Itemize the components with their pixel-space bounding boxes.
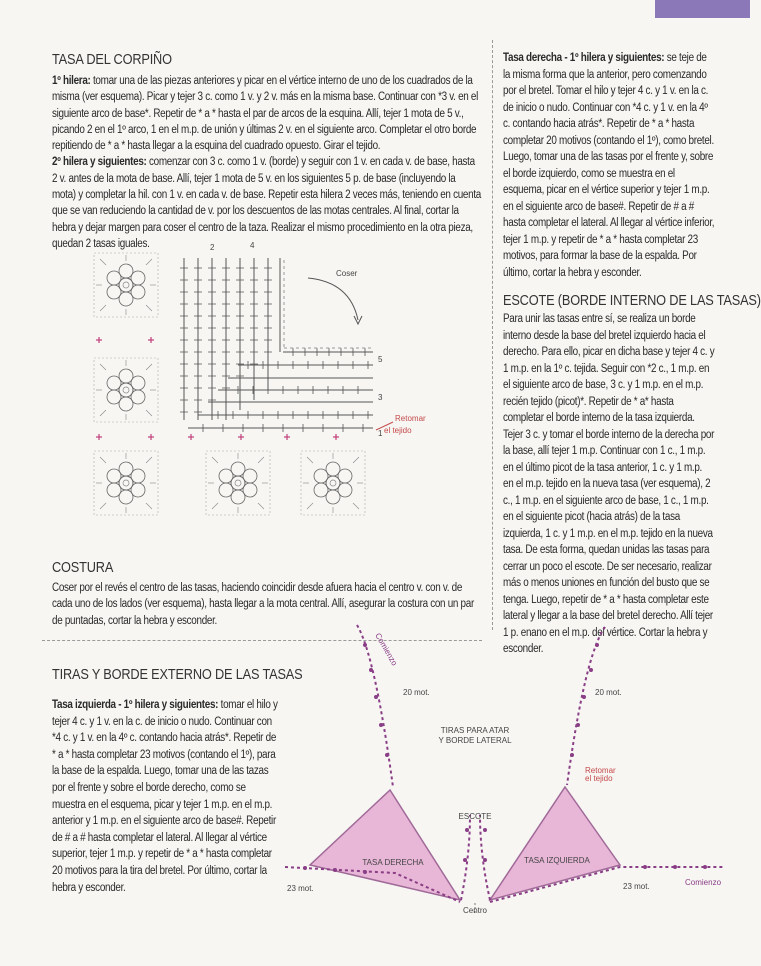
hilera-2-lead: 2º hilera y siguientes: <box>52 156 147 169</box>
row-label-1: 1 <box>378 429 383 438</box>
row-label-2: 2 <box>210 243 215 252</box>
tasa-izquierda-label: TASA IZQUIERDA <box>524 856 590 865</box>
mot20-right-label: 20 mot. <box>595 688 622 697</box>
tasa-derecha-paragraph <box>503 50 714 281</box>
comienzo-bottom-label: Comienzo <box>685 878 722 887</box>
retomar-label-1: Retomar <box>395 414 426 423</box>
escote-text: Para unir las tasas entre sí, se realiza un borde interno desde la base del bretel izquierdo hacia el derecho. Para ello, picar en dicha base y tejer 4 c. y 1 m.p. en la 1º c. tejida. Seguir con *2 c., 1 m.p. en el siguiente arco de base, 3 c. y 1 m.p. en el m.p. recién tejido (picot)*. Repetir de * a* hasta completar el borde interno de la tasa izquierda. Tejer 3 c. y tomar el borde interno de la derecha por la base, allí tejer 1 m.p. Continuar con 1 c., 1 m.p. en el último picot de la tasa anterior, 1 c. y 1 m.p. en el m.p. tejido en la nueva tasa (ver esquema), 2 c., 1 m.p. en el siguiente arco de base, 1 c., 1 m.p. en el siguiente picot (hacia atrás) de la tasa izquierda, 1 c. y 1 m.p. en el m.p. tejido en la nueva tasa. De esta forma, quedan unidas las tasas para cerrar un poco el escote. De ser necesario, realizar más o menos uniones en función del busto que se tenga. Luego, repetir de * a * hasta completar este lateral y llegar a la base del bretel derecho. Allí tejer 1 p. enano en el m.p. del vértice. Cortar la hebra y esconder. <box>503 313 715 655</box>
costura-text: Coser por el revés el centro de las tasas, haciendo coincidir desde afuera hacia el centro v. con v. de cada uno de los lados (ver esquema), hasta llegar a la mota central. Allí, asegurar la costura con un par de puntadas, cortar la hebra y esconder. <box>52 582 474 627</box>
paragraph-hilera-1 <box>52 73 481 154</box>
column-divider <box>492 40 493 630</box>
tiras-label-2: Y BORDE LATERAL <box>438 736 512 745</box>
top-accent-bar <box>655 0 750 18</box>
comienzo-top-label: Comienzo <box>373 631 400 668</box>
row-label-3: 3 <box>378 393 383 402</box>
retomar2-label-2: el tejido <box>585 774 613 783</box>
tasa-derecha-text: se teje de la misma forma que la anterior, pero comenzando por el bretel. Tomar el hilo y tejer 4 c. y 1 v. en la c. de inicio o nudo. Continuar con *4 c. y 1 v. en la 4º c. contando hacia atrás*. Repetir de * a * hasta completar 20 motivos (contando el 1º), como bretel. Luego, tomar una de las tasas por el frente y, sobre el borde izquierdo, como se muestra en el esquema, picar en el vértice superior y tejer 1 m.p. en el siguiente arco de base#. Repetir de # a # hasta completar el lateral. Al llegar al vértice inferior, tejer 1 m.p. y repetir de * a * hasta completar 23 motivos, para formar la base de la espalda. Por último, cortar la hebra y esconder. <box>503 52 715 279</box>
retomar2-label-1: Retomar <box>585 766 616 775</box>
retomar-label-2: el tejido <box>384 426 412 435</box>
tasa-izquierda-paragraph <box>52 697 279 896</box>
cup-right-shape <box>310 790 460 900</box>
cup-left-shape <box>490 787 620 900</box>
bikini-assembly-diagram <box>275 615 745 920</box>
heading-costura: COSTURA <box>52 560 114 576</box>
tasa-derecha-lead: Tasa derecha - 1º hilera y siguientes: <box>503 52 665 64</box>
heading-escote: ESCOTE (BORDE INTERNO DE LAS TASAS) <box>503 293 761 309</box>
mot23-right-label: 23 mot. <box>623 882 650 891</box>
hilera-1-lead: 1º hilera: <box>52 75 91 87</box>
heading-tasa-corpino: TASA DEL CORPIÑO <box>52 52 172 68</box>
row-label-5: 5 <box>378 355 383 364</box>
tasa-izquierda-lead: Tasa izquierda - 1º hilera y siguientes: <box>52 699 219 711</box>
hilera-2-text: comenzar con 3 c. como 1 v. (borde) y seguir con 1 v. en cada v. de base, hasta 2 v. antes de la mota de base. Allí, tejer 1 mota de 5 v. en los siguientes 5 p. de base (incluyendo la mota) y completar la hil. con 1 v. en cada v. de base. Repetir esta hilera 2 veces más, teniendo en cuenta que se van reduciendo la cantidad de v. por los descuentos de las motas centrales. Al final, cortar la hebra y dejar margen para coser el centro de la taza. Realizar el mismo procedimiento en la otra pieza, quedan 2 tasas iguales. <box>52 156 481 250</box>
section-escote <box>503 293 761 658</box>
section-tasa-corpino <box>52 52 482 252</box>
escote-label: ESCOTE <box>458 812 492 821</box>
cup-stitch-diagram <box>88 240 426 545</box>
centro-label: Centro <box>462 906 488 915</box>
tiras-label-1: TIRAS PARA ATAR <box>440 726 510 735</box>
tasa-derecha-label: TASA DERECHA <box>362 858 424 867</box>
vertical-stitch-block <box>184 258 280 420</box>
horizontal-stitch-block <box>188 352 373 428</box>
heading-tiras: TIRAS Y BORDE EXTERNO DE LAS TASAS <box>52 667 303 683</box>
paragraph-hilera-2 <box>52 154 481 252</box>
coser-arrow <box>308 278 358 320</box>
mot23-left-label: 23 mot. <box>287 884 314 893</box>
coser-label: Coser <box>336 269 358 278</box>
hilera-1-text: tomar una de las piezas anteriores y picar en el vértice interno de uno de los cuadrados de la misma (ver esquema). Picar y tejer 3 c. como 1 v. y 2 v. más en la misma base. Continuar con *3 v. en el siguiente arco de base*. Repetir de * a * hasta el par de arcos de la esquina. Allí, tejer 1 mota de 5 v., picando 2 en el 1º arco, 1 en el m.p. de unión y últimas 2 v. en el siguiente arco. Completar el otro borde repitiendo de * a * hasta llegar a la esquina del cuadrado opuesto. Girar el tejido. <box>52 75 479 153</box>
row-label-4: 4 <box>250 241 255 250</box>
section-tiras <box>52 667 303 896</box>
section-tasa-derecha <box>503 50 715 281</box>
mot20-left-label: 20 mot. <box>403 688 430 697</box>
tasa-izquierda-text: tomar el hilo y tejer 4 c. y 1 v. en la c. de inicio o nudo. Continuar con *4 c. y 1 v. en la 4º c. contando hacia atrás*. Repetir de * a * hasta completar 23 motivos (contando el 1º), para la base de la espalda. Luego, tomar una de las tazas por el frente y sobre el borde derecho, como se muestra en el esquema, picar y tejer 1 m.p. en el m.p. anterior y 1 m.p. en el siguiente arco de base#. Repetir de # a # hasta completar el lateral. Al llegar al vértice superior, tejer 1 m.p. y repetir de * a * hasta completar 20 motivos para la tira del bretel. Por último, cortar la hebra y esconder. <box>52 699 278 894</box>
